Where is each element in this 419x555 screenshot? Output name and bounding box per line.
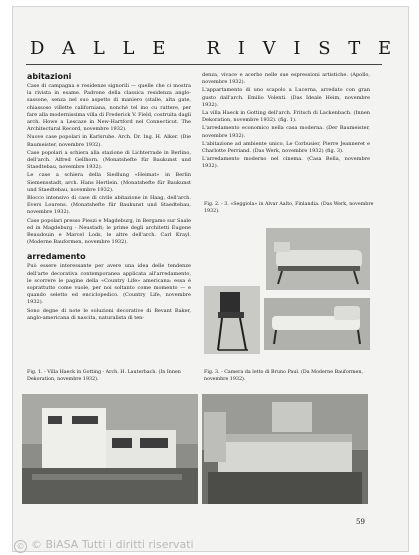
paragraph: L'arredamento economico nella casa moderna. (Der Baumeister, novembre 1932). [202, 125, 370, 139]
paragraph: Può essere interessante per avere una idea delle tendenze dell'arte decorativa contemporanea applicata all'arredamento, le scorrere le pagine della «Country Life» americana: essa è soprattutto come vuole, per noi soltanto come momento — e quando seletto ed enciclopedico. (Country Life, novembre 1932). [27, 263, 191, 306]
paragraph: Blocco intensivo di case di civile abitazione in Haag, dell'arch. Evers Lourens. (Monatshefte für Baukunst und Staedtebau, novembre 1932). [27, 195, 191, 216]
photo-villa-exterior [22, 394, 198, 504]
photo-daybed [264, 298, 370, 350]
paragraph: Nuove case popolari in Karlsruhe. Arch. Dr. Ing. H. Alker. (Die Baumeister, novembre 1932). [27, 134, 191, 148]
section-heading-arredamento: arredamento [27, 252, 86, 262]
paragraph: L'abitazione ad ambiente unico, Le Corbusier, Pierre Jeanneret e Charlotte Perriand. (Das Werk, novembre 1932) (fig. 3). [202, 140, 370, 155]
watermark-bottom [14, 538, 194, 553]
figure-caption-3: Fig. 3. - Camera da letto di Bruno Paul. (Da Moderne Bauformen, novembre 1932). [204, 370, 363, 382]
section-heading-abitazioni: abitazioni [27, 72, 72, 81]
paragraph: Le case a schiera della Siedlung «Heimat» in Berlin Siemensstadt, arch. Hans Hertlein. (Monatshefte für Baukunst und Staedtebau, novembre 1932). [27, 172, 191, 193]
paragraph: Case popolari presso Pieszi e Magdeburg, in Bergamo sur Saale ed in Magdeburg - Neustadt; le prime degli architetti Eugene Beaudouin e Marcel Lods, le altre dell'arch. Carl Krayl. (Moderne Bauformen, novembre 1932). [27, 217, 191, 246]
paragraph: Case di campagna e residenze signorili — quelle che ci mostra la rivista in esame. Padrone della classica residenza anglo-sassone, senza nel suo aspetto di maniero (stalle, alta gate, chiassoso villette californiana, nonché tel ino cu rattere, per fare alla modernissima villa di Frederick V. Field, costruita dagli arch. Howe a Lescaze in New-Hartford nel Connecticut. The Architectural Record, novembre 1932). [27, 83, 191, 133]
paragraph: Sono degne di note le soluzioni decorative di Bevant Baker, anglo-americana di nascita, naturalista di ten- [27, 307, 191, 321]
page-title: D A L L E R I V I S T E [30, 38, 398, 59]
watermark-text: © BiASA Tutti i diritti riservati [31, 538, 194, 551]
left-column [27, 72, 191, 323]
right-column [202, 72, 370, 172]
paragraph: L'appartamento di uno scapolo a Lucerna, arredato con gran gusto dall'arch. Emilio Volenti. (Das Ideale Heim, novembre 1932). [202, 87, 370, 108]
photo-sofa-bed [266, 228, 370, 290]
paragraph: denza, vivace e acerbo nelle sue espressioni artistiche. (Apollo, novembre 1932). [202, 72, 370, 86]
figure-caption-1: Fig. 1. - Villa Haeck in Gotting - Arch. H. Lauterbach. (In Innen Dekoration, novembre 1932). [27, 370, 181, 382]
paragraph: Case popolari a schiera alla stazione di Lichterrade in Berlino, dell'arch. Alfred Gellhorn. (Monatshefte für Baukunst und Staedtebau, novembre 1932). [27, 149, 191, 171]
paragraph: La villa Haeck in Gotting dell'arch. Fritsch di Lackenbach. (Innen Dekoration, novembre 1932). (fig. 1). [202, 110, 370, 124]
title-rule [26, 64, 382, 65]
figure-caption-2: Fig. 2. - 3. «Seggiola» in Alvar Aalto, Finlandia. (Das Werk, novembre 1932). [204, 202, 374, 214]
paragraph: L'arredamento moderno nel cinema. (Casa Bella, novembre 1932). [202, 156, 370, 170]
copyright-icon: © [14, 540, 27, 553]
page-number: 59 [356, 518, 365, 526]
photo-chair [204, 286, 260, 354]
photo-bedroom [202, 394, 368, 504]
